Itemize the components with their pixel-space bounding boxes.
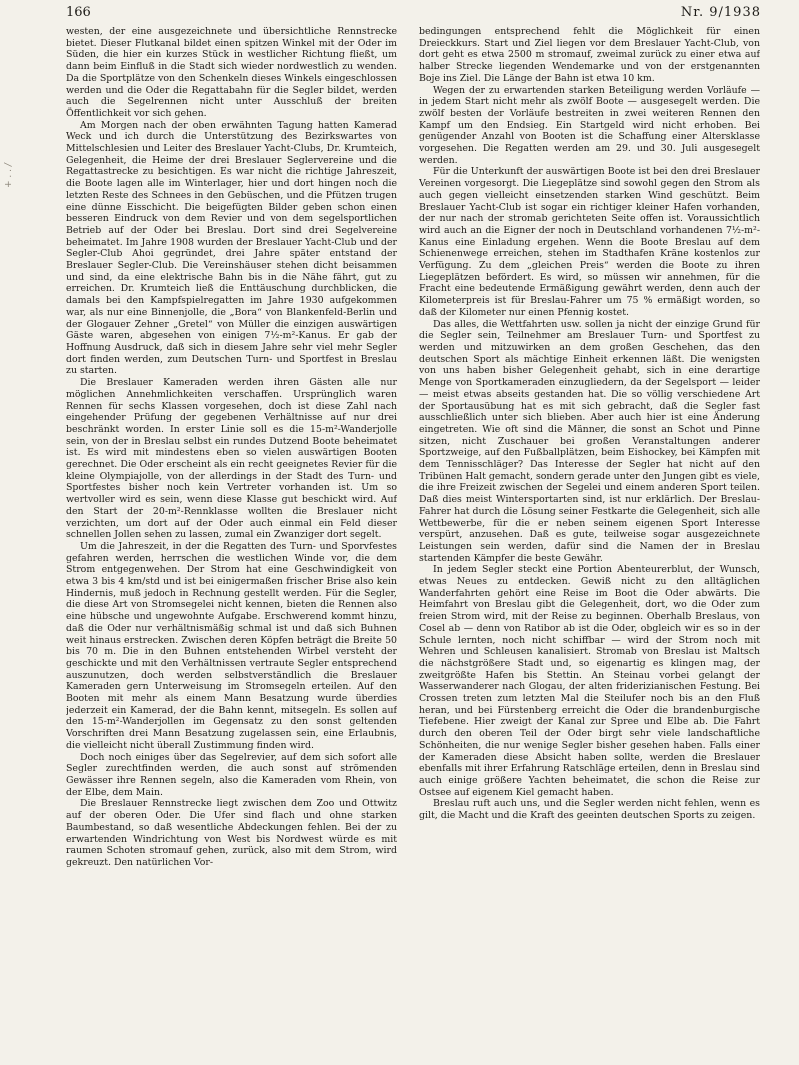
paragraph: Am Morgen nach der oben erwähnten Tagung hatten Kamerad Weck und ich durch die Unterstützung des Bezirkswartes von Mittelschlesien und Leiter des Breslauer Yacht-Clubs, Dr. Krumteich, Gelegenheit, die Heime der drei Breslauer Seglervereine und die Regattastrecke zu besichtigen. Es war nicht die richtige Jahreszeit, die Boote lagen alle im Winterlager, hier und dort hingen noch die letzten Reste des Schnees in den Gebüschen, und die Pfützen trugen eine dünne Eisschicht. Die beigefügten Bilder geben schon einen besseren Eindruck von dem Revier und von dem segelsportlichen Betrieb auf der Oder bei Breslau. Dort sind drei Segelvereine beheimatet. Im Jahre 1908 wurden der Breslauer Yacht-Club und der Segler-Club Ahoi gegründet, drei Jahre später entstand der Breslauer Segler-Club. Die Vereinshäuser stehen dicht beisammen und sind, da eine elektrische Bahn bis in die Nähe fährt, gut zu erreichen. Dr. Krumteich ließ die Enttäuschung durchblicken, die damals bei den Kampfspielregatten im Jahre 1930 aufgekommen war, als nur eine Binnenjolle, die „Bora“ von Blankenfeld-Berlin und der Glogauer Zehner „Gretel“ von Müller die einzigen auswärtigen Gäste waren, abgesehen von einigen 7½-m²-Kanus. Er gab der Hoffnung Ausdruck, daß sich in diesem Jahre sehr viel mehr Segler dort finden werden, zum Deutschen Turn- und Sportfest in Breslau zu starten.	[66, 119, 397, 377]
page-number: 166	[66, 5, 91, 20]
paragraph: In jedem Segler steckt eine Portion Abenteurerblut, der Wunsch, etwas Neues zu entdecken. Gewiß nicht zu den alltäglichen Wanderfahrten gehört eine Reise im Boot die Oder abwärts. Die Heimfahrt von Breslau gibt die Gelegenheit, dort, wo die Oder zum freien Strom wird, mit der Reise zu beginnen. Oberhalb Breslaus, von Cosel ab — denn von Ratibor ab ist die Oder, obgleich wir es so in der Schule lernten, noch nicht schiffbar — wird der Strom noch mit Wehren und Schleusen kanalisiert. Stromab von Breslau ist Maltsch die nächstgrößere Stadt und, so eigenartig es klingen mag, der zweitgrößte Hafen bis Stettin. An Steinau vorbei gelangt der Wasserwanderer nach Glogau, der alten friderizianischen Festung. Bei Crossen treten zum letzten Mal die Steilufer noch bis an den Fluß heran, und bei Fürstenberg erreicht die Oder die brandenburgische Tiefebene. Hier zweigt der Kanal zur Spree und Elbe ab. Die Fahrt durch den oberen Teil der Oder birgt sehr viele landschaftliche Schönheiten, die nur wenige Segler bisher gesehen haben. Falls einer der Kameraden diese Absicht haben sollte, werden die Breslauer ebenfalls mit ihrer Erfahrung Ratschläge erteilen, denn in Breslau sind auch einige größere Yachten beheimatet, die schon die Reise zur Ostsee auf eigenem Kiel gemacht haben.	[419, 564, 760, 798]
paragraph: bedingungen entsprechend fehlt die Möglichkeit für einen Dreieckkurs. Start und Ziel liegen vor dem Breslauer Yacht-Club, von dort geht es etwa 2500 m stromauf, zweimal zurück zu einer etwa auf halber Strecke liegenden Wendemarke und von der erstgenannten Boje ins Ziel. Die Länge der Bahn ist etwa 10 km.	[419, 26, 760, 84]
paragraph: Das alles, die Wettfahrten usw. sollen ja nicht der einzige Grund für die Segler sein, Teilnehmer am Breslauer Turn- und Sportfest zu werden und mitzuwirken an dem großen Geschehen, das den deutschen Sport als mächtige Einheit erkennen läßt. Die wenigsten von uns haben bisher Gelegenheit gehabt, sich in eine derartige Menge von Sportkameraden einzugliedern, da der Segelsport — leider — meist etwas abseits gestanden hat. Die so völlig verschiedene Art der Sportausübung hat es mit sich gebracht, daß die Segler fast ausschließlich unter sich blieben. Aber auch hier ist eine Änderung eingetreten. Wie oft sind die Männer, die sonst an Schot und Pinne sitzen, nicht Zuschauer bei großen Veranstaltungen anderer Sportzweige, auf den Fußballplätzen, beim Eishockey, bei Kämpfen mit dem Tennisschläger? Das Interesse der Segler hat nicht auf den Tribünen Halt gemacht, sondern gerade unter den Jungen gibt es viele, die ihre Freizeit zwischen der Segelei und einem anderen Sport teilen. Daß dies meist Wintersportarten sind, ist nur erklärlich. Der Breslau-Fahrer hat durch die Lösung seiner Festkarte die Gelegenheit, sich alle Wettbewerbe, für die er neben seinem eigenen Sport Interesse verspürt, anzusehen. Daß es gute, teilweise sogar ausgezeichnete Leistungen sein werden, dafür sind die Namen der in Breslau startenden Kämpfer die beste Gewähr.	[419, 318, 760, 564]
left-column	[66, 26, 397, 1058]
margin-pencil-mark: + . . /	[4, 163, 14, 188]
paragraph: Die Breslauer Rennstrecke liegt zwischen dem Zoo und Ottwitz auf der oberen Oder. Die Ufer sind flach und ohne starken Baumbestand, so daß wesentliche Abdeckungen fehlen. Bei der zu erwartenden Windrichtung von West bis Nordwest würde es mit raumen Schoten stromauf gehen, zurück, also mit dem Strom, wird gekreuzt. Den natürlichen Vor-	[66, 798, 397, 868]
right-column	[419, 26, 760, 1058]
paragraph: westen, der eine ausgezeichnete und übersichtliche Rennstrecke bietet. Dieser Flutkanal bildet einen spitzen Winkel mit der Oder im Süden, die hier ein kurzes Stück in westlicher Richtung fließt, um dann beim Einfluß in die Stadt sich wieder nordwestlich zu wenden. Da die Sportplätze von den Schenkeln dieses Winkels eingeschlossen werden und die Oder die Regattabahn für die Segler bildet, werden auch die Segelrennen nicht unter Ausschluß der breiten Öffentlichkeit vor sich gehen.	[66, 26, 397, 119]
paragraph: Wegen der zu erwartenden starken Beteiligung werden Vorläufe — in jedem Start nicht mehr als zwölf Boote — ausgesegelt werden. Die zwölf besten der Vorläufe bestreiten in zwei weiteren Rennen den Kampf um den Endsieg. Ein Startgeld wird nicht erhoben. Bei genügender Anzahl von Booten ist die Schaffung einer Altersklasse vorgesehen. Die Regatten werden am 29. und 30. Juli ausgesegelt werden.	[419, 84, 760, 166]
issue-number: Nr. 9/1938	[680, 5, 761, 20]
paragraph: Für die Unterkunft der auswärtigen Boote ist bei den drei Breslauer Vereinen vorgesorgt. Die Liegeplätze sind sowohl gegen den Strom als auch gegen vielleicht einsetzenden starken Wind geschützt. Beim Breslauer Yacht-Club ist sogar ein richtiger kleiner Hafen vorhanden, der nur nach der stromab gerichteten Seite offen ist. Voraussichtlich wird auch an die Eigner der noch in Deutschland vorhandenen 7½-m²-Kanus eine Einladung ergehen. Wenn die Boote Breslau auf dem Schienenwege erreichen, stehen im Stadthafen Kräne kostenlos zur Verfügung. Zu dem „gleichen Preis“ werden die Boote zu ihren Liegeplätzen befördert. Es wird, so müssen wir annehmen, für die Fracht eine bedeutende Ermäßigung gewährt werden, denn auch der Kilometerpreis ist für Breslau-Fahrer um 75 % ermäßigt worden, so daß der Kilometer nur einen Pfennig kostet.	[419, 166, 760, 318]
paragraph: Um die Jahreszeit, in der die Regatten des Turn- und Sporvfestes gefahren werden, herrschen die westlichen Winde vor, die dem Strom entgegenwehen. Der Strom hat eine Geschwindigkeit von etwa 3 bis 4 km/std und ist bei einigermaßen frischer Brise also kein Hindernis, muß jedoch in Rechnung gestellt werden. Für die Segler, die diese Art von Stromsegelei nicht kennen, bieten die Rennen also eine hübsche und ungewohnte Aufgabe. Erschwerend kommt hinzu, daß die Oder nur verhältnismäßig schmal ist und daß sich Buhnen weit hinaus erstrecken. Zwischen deren Köpfen beträgt die Breite 50 bis 70 m. Die in den Buhnen entstehenden Wirbel versteht der geschickte und mit den Verhältnissen vertraute Segler entsprechend auszunutzen, doch werden selbstverständlich die Breslauer Kameraden gern Unterweisung im Stromsegeln erteilen. Auf den Booten mit mehr als einem Mann Besatzung wurde überdies jederzeit ein Kamerad, der die Bahn kennt, mitsegeln. Es sollen auf den 15-m²-Wanderjollen im Gegensatz zu den sonst geltenden Vorschriften drei Mann Besatzung zugelassen sein, eine Erlaubnis, die vielleicht nicht überall Zustimmung finden wird.	[66, 540, 397, 751]
paragraph: Doch noch einiges über das Segelrevier, auf dem sich sofort alle Segler zurechtfinden werden, die auch sonst auf strömenden Gewässer ihre Rennen segeln, also die Kameraden vom Rhein, von der Elbe, dem Main.	[66, 751, 397, 798]
paragraph: Die Breslauer Kameraden werden ihren Gästen alle nur möglichen Annehmlichkeiten verschaffen. Ursprünglich waren Rennen für sechs Klassen vorgesehen, doch ist diese Zahl nach eingehender Prüfung der gegebenen Verhältnisse auf nur drei beschränkt worden. In erster Linie soll es die 15-m²-Wanderjolle sein, von der in Breslau selbst ein rundes Dutzend Boote beheimatet ist. Es wird mit mindestens eben so vielen auswärtigen Booten gerechnet. Die Oder erscheint als ein recht geeignetes Revier für die kleine Olympiajolle, von der allerdings in der Stadt des Turn- und Sportfestes bisher noch kein Vertreter vorhanden ist. Um so wertvoller wird es sein, wenn diese Klasse gut beschickt wird. Auf den Start der 20-m²-Rennklasse wollten die Breslauer nicht verzichten, um dort auf der Oder auch einmal ein Feld dieser schnellen Jollen sehen zu lassen, zumal ein Zwanziger dort segelt.	[66, 377, 397, 541]
paragraph: Breslau ruft auch uns, und die Segler werden nicht fehlen, wenn es gilt, die Macht und die Kraft des geeinten deutschen Sports zu zeigen.	[419, 798, 760, 822]
page-header	[66, 5, 761, 25]
